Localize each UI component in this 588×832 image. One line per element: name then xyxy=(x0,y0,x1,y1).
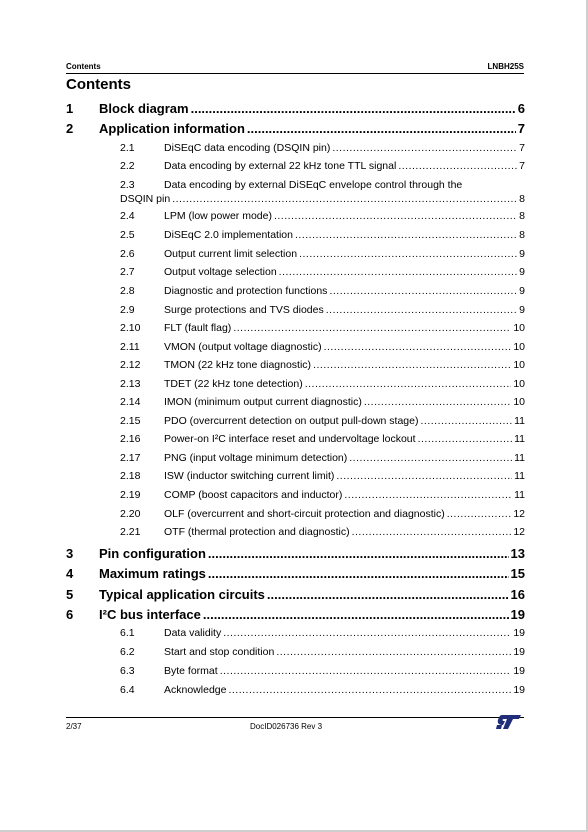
toc-entry-title: LPM (low power mode) xyxy=(164,210,272,222)
toc-entry-number: 2.11 xyxy=(120,341,140,353)
toc-entry-number: 2.6 xyxy=(120,248,135,260)
toc-entry-title: PNG (input voltage minimum detection) xyxy=(164,452,348,464)
header-rule xyxy=(66,73,524,74)
toc-entry-2-13[interactable] xyxy=(120,378,525,390)
toc-entry-2-8[interactable] xyxy=(120,285,525,297)
toc-entry-2-17[interactable] xyxy=(120,452,525,464)
toc-entry-title: COMP (boost capacitors and inductor) xyxy=(164,489,343,501)
toc-entry-title: Data encoding by external 22 kHz tone TTL signal xyxy=(164,160,397,172)
toc-entry-title: VMON (output voltage diagnostic) xyxy=(164,341,322,353)
toc-entry-page: 8 xyxy=(519,210,525,222)
toc-entry-title: ISW (inductor switching current limit) xyxy=(164,470,335,482)
toc-entry-number: 2.10 xyxy=(120,322,141,334)
page-title: Contents xyxy=(66,76,131,93)
toc-entry-2-11[interactable] xyxy=(120,341,525,353)
toc-entry-number: 2.13 xyxy=(120,378,141,390)
toc-entry-page: 11 xyxy=(514,452,525,464)
toc-entry-2[interactable] xyxy=(66,121,525,136)
toc-entry-page: 6 xyxy=(517,101,525,116)
toc-entry-2-7[interactable] xyxy=(120,266,525,278)
toc-entry-number: 6 xyxy=(66,607,74,622)
toc-leader-dots xyxy=(223,627,511,639)
toc-entry-page: 19 xyxy=(513,646,525,658)
toc-entry-title: Data encoding by external DiSEqC envelope control through the xyxy=(164,179,463,191)
header-doc-name: LNBH25S xyxy=(487,62,524,71)
toc-entry-page: 19 xyxy=(513,684,525,696)
toc-leader-dots xyxy=(305,378,512,390)
toc-entry-3[interactable] xyxy=(66,546,525,561)
toc-leader-dots xyxy=(274,210,517,222)
toc-entry-title: OLF (overcurrent and short-circuit protection and diagnostic) xyxy=(164,508,445,520)
toc-entry-page: 16 xyxy=(510,587,525,602)
toc-entry-title: Application information xyxy=(99,121,245,136)
footer-doc-id: DocID026736 Rev 3 xyxy=(250,722,323,731)
toc-entry-title: TMON (22 kHz tone diagnostic) xyxy=(164,359,312,371)
toc-entry-number: 2.14 xyxy=(120,396,141,408)
toc-entry-page: 8 xyxy=(519,229,525,241)
toc-entry-title: DSQIN pin xyxy=(120,193,171,205)
toc-leader-dots xyxy=(332,142,517,154)
toc-entry-title: Block diagram xyxy=(99,101,189,116)
toc-leader-dots xyxy=(191,101,516,116)
toc-entry-number: 2.18 xyxy=(120,470,141,482)
toc-entry-page: 19 xyxy=(513,665,525,677)
toc-leader-dots xyxy=(329,285,517,297)
toc-entry-title: Acknowledge xyxy=(164,684,227,696)
toc-entry-title: Power-on I²C interface reset and undervoltage lockout xyxy=(164,433,416,445)
toc-entry-title: FLT (fault flag) xyxy=(164,322,232,334)
toc-entry-number: 6.3 xyxy=(120,665,135,677)
toc-entry-page: 19 xyxy=(510,607,525,622)
toc-entry-number: 5 xyxy=(66,587,74,602)
toc-entry-page: 13 xyxy=(510,546,525,561)
toc-entry-2-19[interactable] xyxy=(120,489,525,501)
toc-entry-title: I²C bus interface xyxy=(99,607,201,622)
toc-entry-page: 11 xyxy=(514,433,525,445)
toc-leader-dots xyxy=(228,684,511,696)
toc-entry-6-3[interactable] xyxy=(120,665,525,677)
toc-entry-2-20[interactable] xyxy=(120,508,525,520)
toc-entry-2-1[interactable] xyxy=(120,142,525,154)
toc-leader-dots xyxy=(336,470,512,482)
toc-entry-page: 7 xyxy=(519,142,525,154)
toc-entry-2-9[interactable] xyxy=(120,304,525,316)
toc-entry-title: Data validity xyxy=(164,627,222,639)
toc-entry-2-4[interactable] xyxy=(120,210,525,222)
toc-entry-page: 9 xyxy=(519,304,525,316)
toc-entry-2-12[interactable] xyxy=(120,359,525,371)
toc-entry-number: 2 xyxy=(66,121,74,136)
toc-entry-title: Start and stop condition xyxy=(164,646,275,658)
toc-entry-page: 10 xyxy=(513,359,525,371)
toc-entry-number: 2.1 xyxy=(120,142,135,154)
toc-leader-dots xyxy=(208,546,509,561)
toc-entry-title: IMON (minimum output current diagnostic) xyxy=(164,396,362,408)
toc-entry-number: 2.3 xyxy=(120,179,135,191)
st-logo-icon xyxy=(496,714,522,730)
toc-leader-dots xyxy=(326,304,517,316)
toc-entry-6-2[interactable] xyxy=(120,646,525,658)
footer-rule xyxy=(66,717,524,718)
toc-entry-page: 7 xyxy=(517,121,525,136)
toc-entry-page: 11 xyxy=(514,415,525,427)
toc-entry-page: 8 xyxy=(519,193,525,205)
toc-entry-6-1[interactable] xyxy=(120,627,525,639)
toc-entry-number: 2.21 xyxy=(120,526,141,538)
toc-entry-number: 2.2 xyxy=(120,160,135,172)
toc-leader-dots xyxy=(344,489,512,501)
toc-entry-number: 6.2 xyxy=(120,646,135,658)
toc-entry-number: 6.1 xyxy=(120,627,135,639)
toc-entry-2-6[interactable] xyxy=(120,248,525,260)
toc-entry-page: 12 xyxy=(513,508,525,520)
toc-entry-page: 15 xyxy=(510,566,525,581)
toc-leader-dots xyxy=(398,160,517,172)
toc-entry-2-18[interactable] xyxy=(120,470,525,482)
toc-entry-page: 9 xyxy=(519,285,525,297)
toc-entry-page: 12 xyxy=(513,526,525,538)
toc-entry-number: 4 xyxy=(66,566,74,581)
toc-entry-2-5[interactable] xyxy=(120,229,525,241)
toc-entry-number: 2.9 xyxy=(120,304,135,316)
toc-entry-title: Diagnostic and protection functions xyxy=(164,285,328,297)
toc-entry-title: DiSEqC 2.0 implementation xyxy=(164,229,293,241)
toc-entry-number: 2.12 xyxy=(120,359,141,371)
toc-leader-dots xyxy=(233,322,511,334)
toc-entry-number: 2.8 xyxy=(120,285,135,297)
toc-leader-dots xyxy=(349,452,512,464)
toc-entry-number: 2.17 xyxy=(120,452,141,464)
toc-leader-dots xyxy=(418,433,513,445)
toc-entry-number: 2.19 xyxy=(120,489,141,501)
toc-leader-dots xyxy=(364,396,511,408)
toc-entry-2-21[interactable] xyxy=(120,526,525,538)
toc-entry-title: Byte format xyxy=(164,665,218,677)
toc-leader-dots xyxy=(299,248,517,260)
toc-leader-dots xyxy=(208,566,509,581)
toc-entry-title: Maximum ratings xyxy=(99,566,206,581)
toc-leader-dots xyxy=(279,266,518,278)
toc-entry-title: Output current limit selection xyxy=(164,248,298,260)
toc-leader-dots xyxy=(420,415,512,427)
toc-leader-dots xyxy=(267,587,509,602)
toc-entry-page: 9 xyxy=(519,248,525,260)
toc-leader-dots xyxy=(247,121,516,136)
toc-entry-number: 2.15 xyxy=(120,415,141,427)
toc-entry-2-15[interactable] xyxy=(120,415,525,427)
toc-entry-page: 9 xyxy=(519,266,525,278)
footer-page-number: 2/37 xyxy=(66,722,82,731)
toc-entry-title: Output voltage selection xyxy=(164,266,277,278)
toc-leader-dots xyxy=(324,341,512,353)
toc-entry-page: 10 xyxy=(513,341,525,353)
toc-entry-6[interactable] xyxy=(66,607,525,622)
toc-leader-dots xyxy=(352,526,512,538)
toc-entry-2-10[interactable] xyxy=(120,322,525,334)
toc-entry-page: 10 xyxy=(513,322,525,334)
toc-entry-1[interactable] xyxy=(66,101,525,116)
toc-entry-5[interactable] xyxy=(66,587,525,602)
toc-leader-dots xyxy=(295,229,517,241)
toc-entry-page: 10 xyxy=(513,396,525,408)
toc-entry-title: DiSEqC data encoding (DSQIN pin) xyxy=(164,142,331,154)
toc-entry-title: OTF (thermal protection and diagnostic) xyxy=(164,526,350,538)
toc-leader-dots xyxy=(276,646,511,658)
toc-entry-number: 3 xyxy=(66,546,74,561)
toc-entry-number: 2.16 xyxy=(120,433,141,445)
toc-entry-page: 11 xyxy=(514,489,525,501)
toc-leader-dots xyxy=(203,607,509,622)
toc-entry-title: Typical application circuits xyxy=(99,587,265,602)
toc-entry-title: Surge protections and TVS diodes xyxy=(164,304,324,316)
toc-entry-page: 7 xyxy=(519,160,525,172)
header-section: Contents xyxy=(66,62,101,71)
toc-entry-number: 2.7 xyxy=(120,266,135,278)
toc-entry-title: Pin configuration xyxy=(99,546,206,561)
toc-entry-page: 19 xyxy=(513,627,525,639)
toc-leader-dots xyxy=(220,665,512,677)
toc-entry-page: 11 xyxy=(514,470,525,482)
toc-entry-number: 2.20 xyxy=(120,508,141,520)
toc-entry-4[interactable] xyxy=(66,566,525,581)
toc-entry-number: 1 xyxy=(66,101,74,116)
toc-entry-page: 10 xyxy=(513,378,525,390)
toc-entry-6-4[interactable] xyxy=(120,684,525,696)
toc-leader-dots xyxy=(172,193,517,205)
toc-leader-dots xyxy=(313,359,511,371)
toc-entry-2-16[interactable] xyxy=(120,433,525,445)
toc-leader-dots xyxy=(447,508,512,520)
toc-entry-number: 2.5 xyxy=(120,229,135,241)
toc-entry-title: TDET (22 kHz tone detection) xyxy=(164,378,303,390)
toc-entry-number: 2.4 xyxy=(120,210,135,222)
toc-entry-2-3[interactable] xyxy=(120,193,525,205)
toc-entry-2-14[interactable] xyxy=(120,396,525,408)
toc-entry-number: 6.4 xyxy=(120,684,135,696)
toc-entry-2-2[interactable] xyxy=(120,160,525,172)
toc-entry-title: PDO (overcurrent detection on output pull-down stage) xyxy=(164,415,419,427)
